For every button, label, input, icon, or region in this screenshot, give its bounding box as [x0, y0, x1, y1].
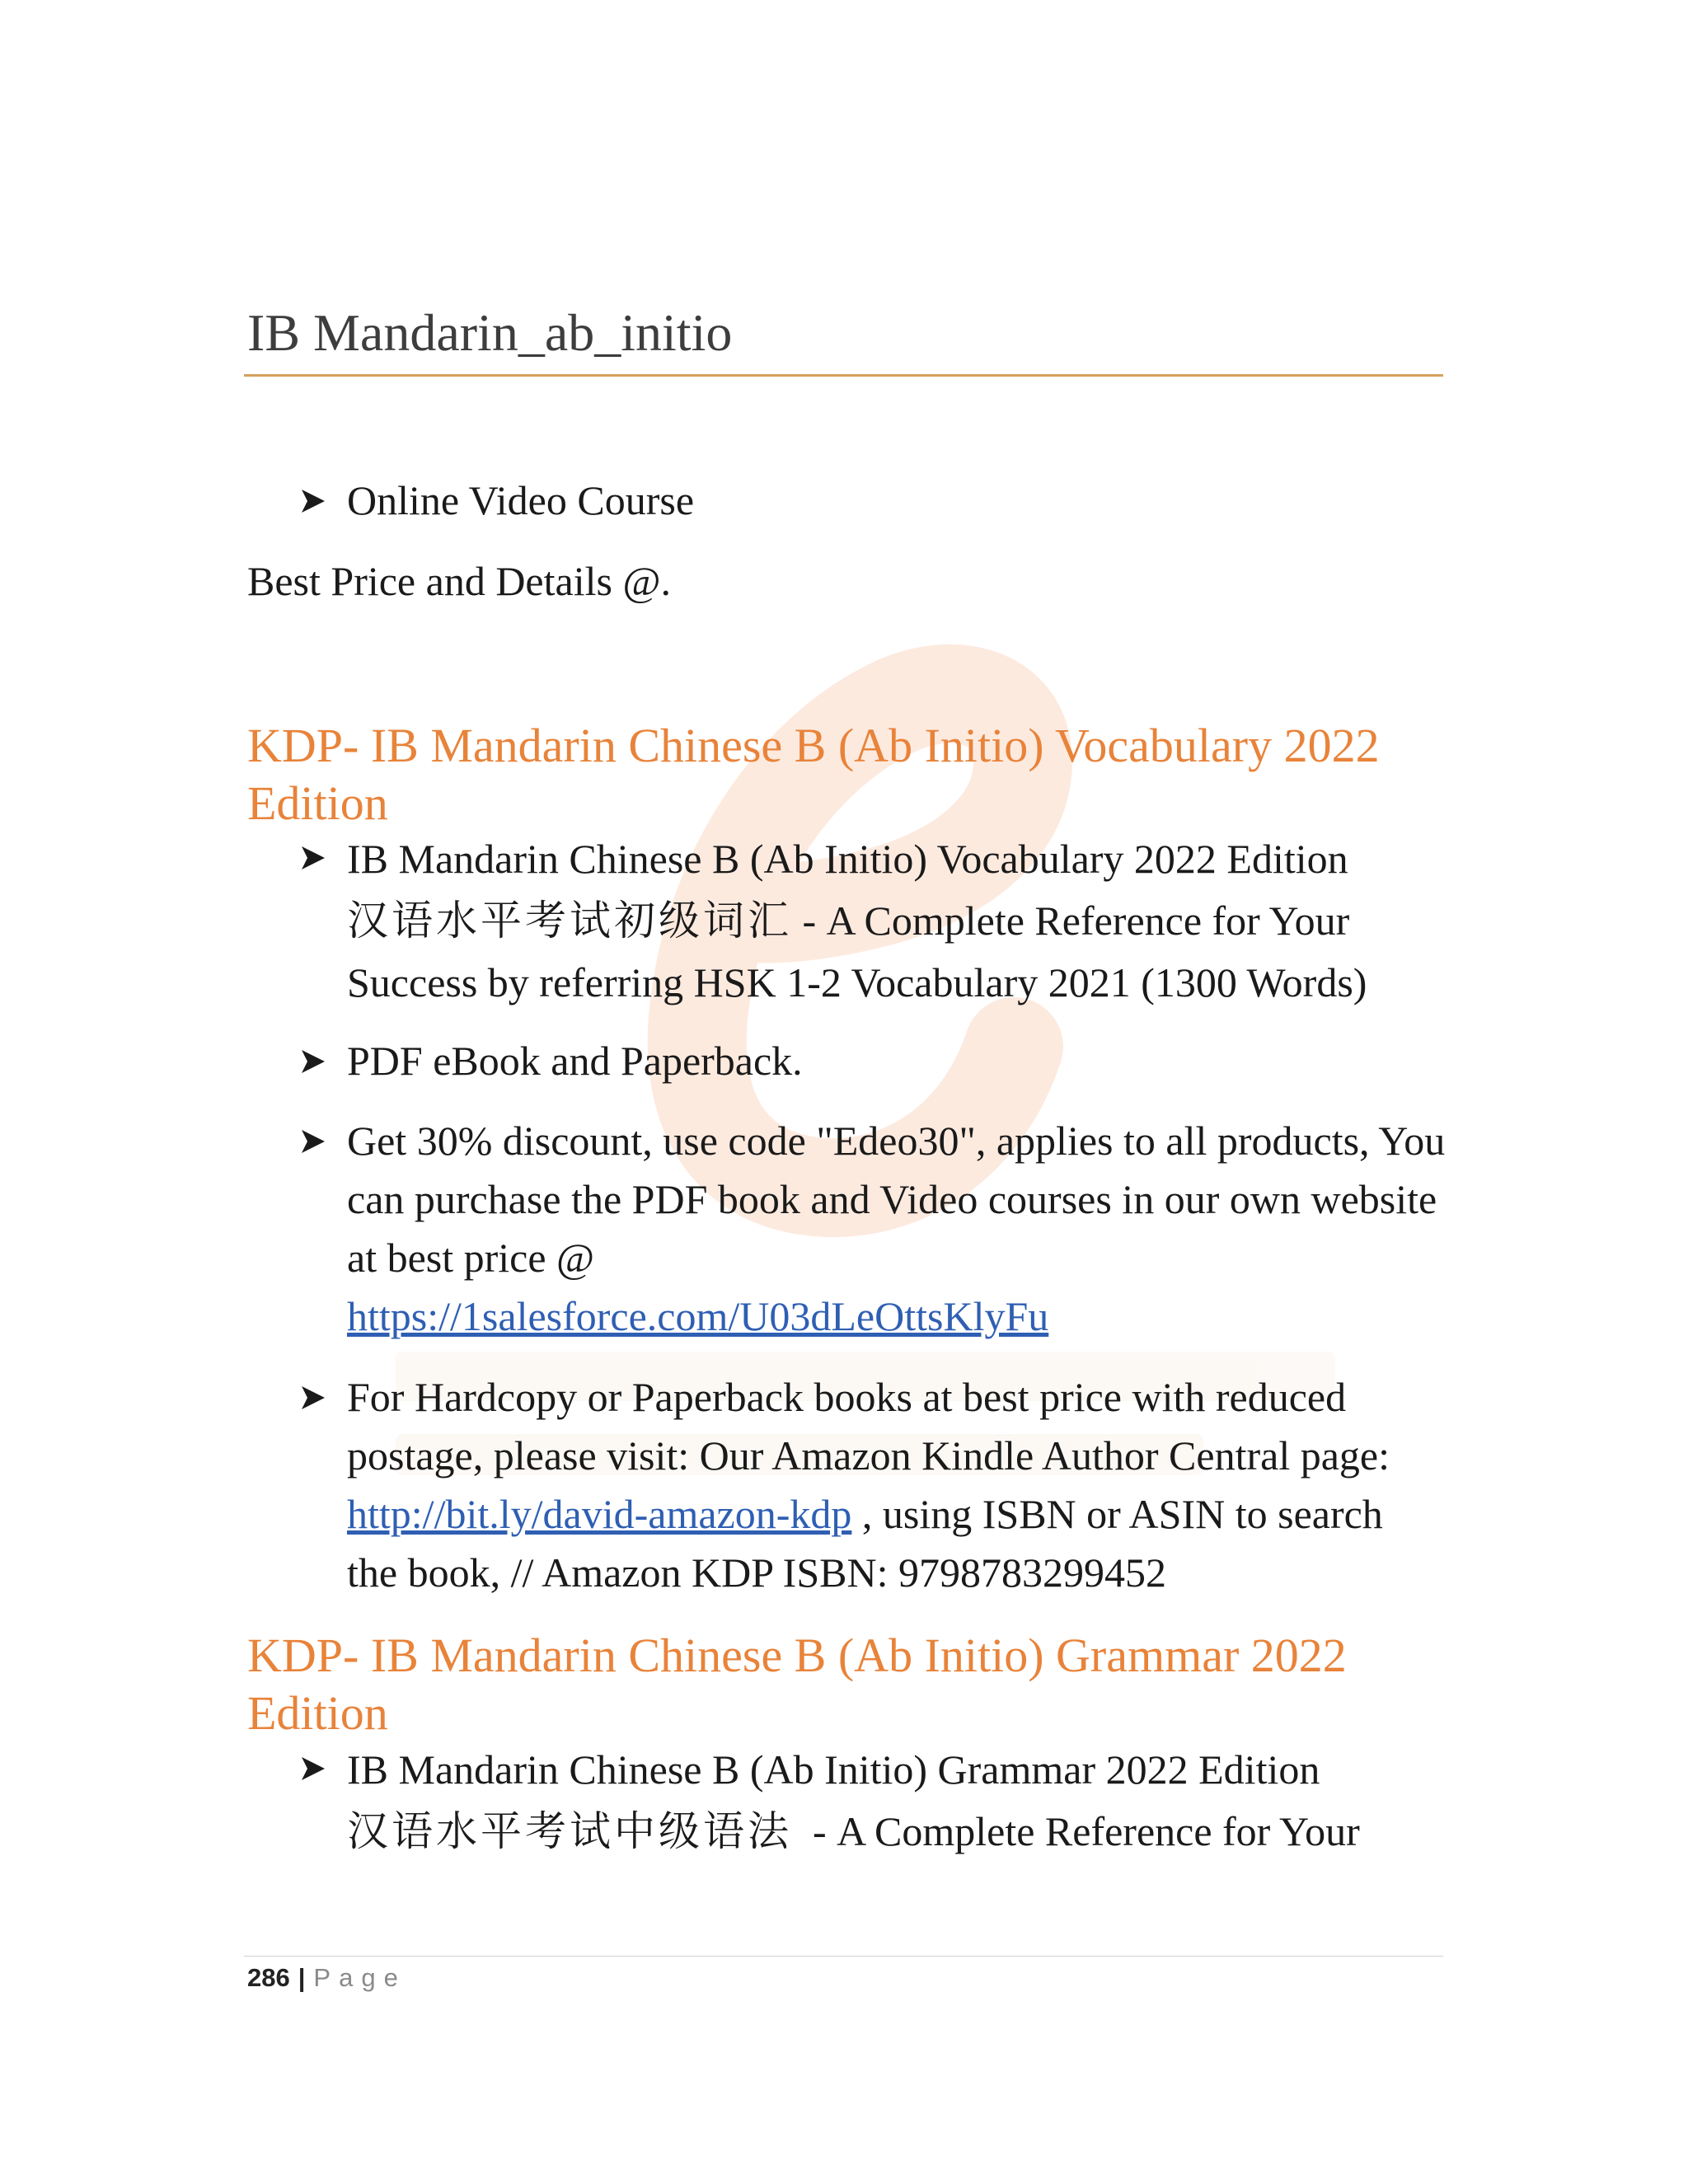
discount-text: Get 30% discount, use code "Edeo30", applies to all products, You can purchase the PDF book and Video courses in our own website at best price @ — [347, 1118, 1446, 1281]
arrow-bullet-icon — [297, 1112, 330, 1170]
list-item-text — [347, 1739, 1517, 1863]
list-item-text: PDF eBook and Paperback. — [347, 1038, 803, 1084]
list-item-grammar-book — [297, 1739, 1517, 1863]
list-item-text: Online Video Course — [347, 477, 695, 523]
arrow-bullet-icon — [297, 1368, 330, 1427]
grammar-line-1: IB Mandarin Chinese B (Ab Initio) Grammar 2022 Edition — [347, 1746, 1320, 1793]
salesforce-link[interactable]: https://1salesforce.com/U03dLeOttsKlyFu — [347, 1293, 1049, 1339]
list-item-vocabulary-book — [297, 828, 1517, 1014]
page-number: 286 — [247, 1963, 290, 1992]
list-item-text — [347, 1368, 1418, 1602]
list-item-online-video-course — [297, 471, 1517, 530]
footer-divider — [244, 1956, 1443, 1957]
vocab-line-2-rest: - A Complete Reference for Your — [792, 898, 1350, 944]
grammar-line-2 — [347, 1801, 1517, 1863]
list-item-text — [347, 1112, 1451, 1346]
list-item-discount — [297, 1112, 1451, 1346]
page-label: Page — [313, 1963, 406, 1992]
chinese-title: 汉语水平考试中级语法 — [347, 1807, 792, 1855]
list-item-pdf-ebook — [297, 1032, 1517, 1090]
price-details-line: Best Price and Details @. — [247, 558, 671, 604]
grammar-line-2-rest: - A Complete Reference for Your — [792, 1808, 1360, 1854]
chinese-title: 汉语水平考试初级词汇 — [347, 897, 792, 944]
arrow-bullet-icon — [297, 1032, 330, 1090]
hardcopy-text-after: , using ISBN or ASIN to search the book, // Amazon KDP ISBN: 9798783299452 — [347, 1491, 1383, 1596]
section-heading-vocabulary: KDP- IB Mandarin Chinese B (Ab Initio) Vocabulary 2022 Edition — [247, 719, 1380, 830]
page-header-title: IB Mandarin_ab_initio — [247, 303, 733, 362]
vocab-line-1: IB Mandarin Chinese B (Ab Initio) Vocabulary 2022 Edition — [347, 836, 1348, 882]
page-footer — [247, 1961, 406, 1994]
amazon-kdp-link[interactable]: http://bit.ly/david-amazon-kdp — [347, 1491, 852, 1537]
vocab-line-3: Success by referring HSK 1-2 Vocabulary 2021 (1300 Words) — [347, 959, 1367, 1005]
arrow-bullet-icon — [297, 828, 330, 887]
hardcopy-text-before: For Hardcopy or Paperback books at best price with reduced postage, please visit: Our Amazon Kindle Author Central page: — [347, 1374, 1390, 1479]
arrow-bullet-icon — [297, 1739, 330, 1797]
vocab-line-2 — [347, 890, 1517, 952]
section-heading-grammar: KDP- IB Mandarin Chinese B (Ab Initio) Grammar 2022 Edition — [247, 1629, 1347, 1740]
footer-separator: | — [298, 1963, 306, 1992]
header-divider — [244, 374, 1443, 377]
document-page — [247, 0, 1451, 2184]
list-item-text — [347, 828, 1517, 1014]
list-item-hardcopy — [297, 1368, 1418, 1602]
arrow-bullet-icon — [297, 471, 330, 530]
